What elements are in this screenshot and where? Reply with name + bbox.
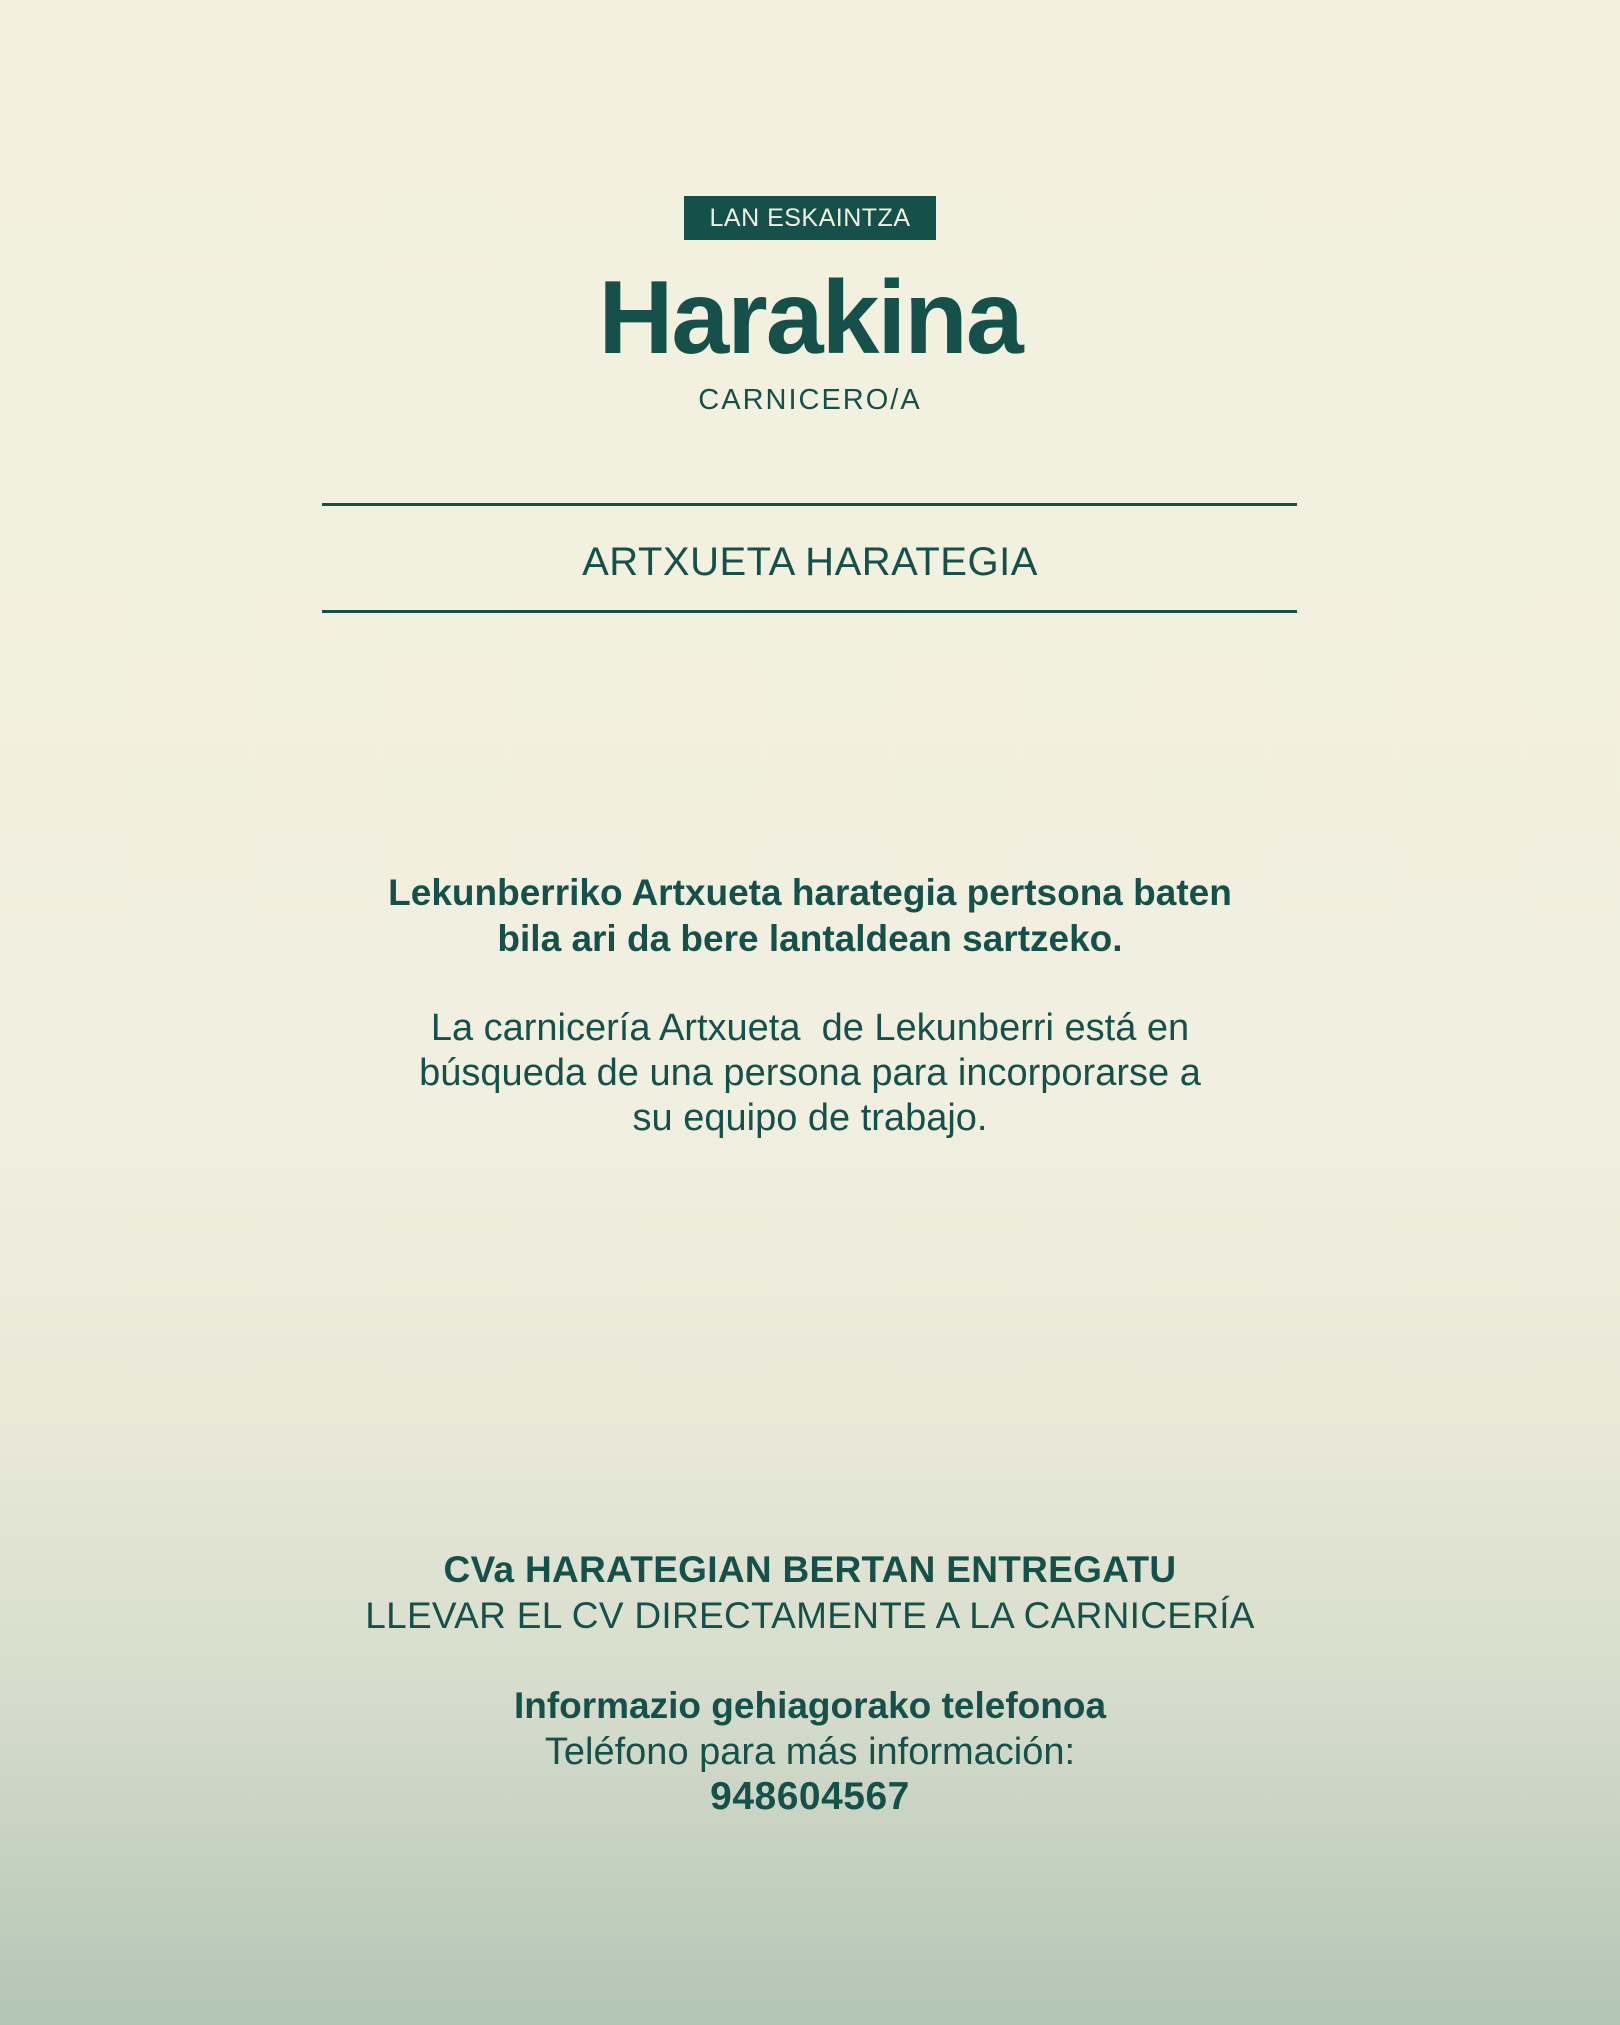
job-subtitle: CARNICERO/A: [698, 384, 922, 416]
intro-basque-line-2: bila ari da bere lantaldean sartzeko.: [497, 918, 1123, 959]
company-name: ARTXUETA HARATEGIA: [582, 540, 1038, 584]
cv-instruction-basque: CVa HARATEGIAN BERTAN ENTREGATU: [443, 1549, 1177, 1590]
divider-top: [322, 503, 1297, 506]
phone-label-spanish: Teléfono para más información:: [544, 1731, 1076, 1773]
phone-label-basque: Informazio gehiagorako telefonoa: [513, 1685, 1107, 1726]
cv-instruction-spanish: LLEVAR EL CV DIRECTAMENTE A LA CARNICERÍA: [365, 1595, 1255, 1636]
job-offer-badge: LAN ESKAINTZA: [684, 196, 936, 240]
intro-basque-line-1: Lekunberriko Artxueta harategia pertsona baten: [388, 872, 1232, 913]
intro-spanish-line-1: La carnicería Artxueta de Lekunberri está en: [430, 1007, 1190, 1049]
job-title: Harakina: [598, 260, 1022, 376]
intro-spanish: [260, 1006, 1360, 1141]
intro-basque: [260, 870, 1360, 962]
intro-spanish-line-3: su equipo de trabajo.: [632, 1097, 988, 1139]
phone-number[interactable]: 948604567: [710, 1775, 910, 1818]
intro-spanish-line-2: búsqueda de una persona para incorporarse a: [419, 1052, 1201, 1094]
divider-bottom: [322, 610, 1297, 613]
